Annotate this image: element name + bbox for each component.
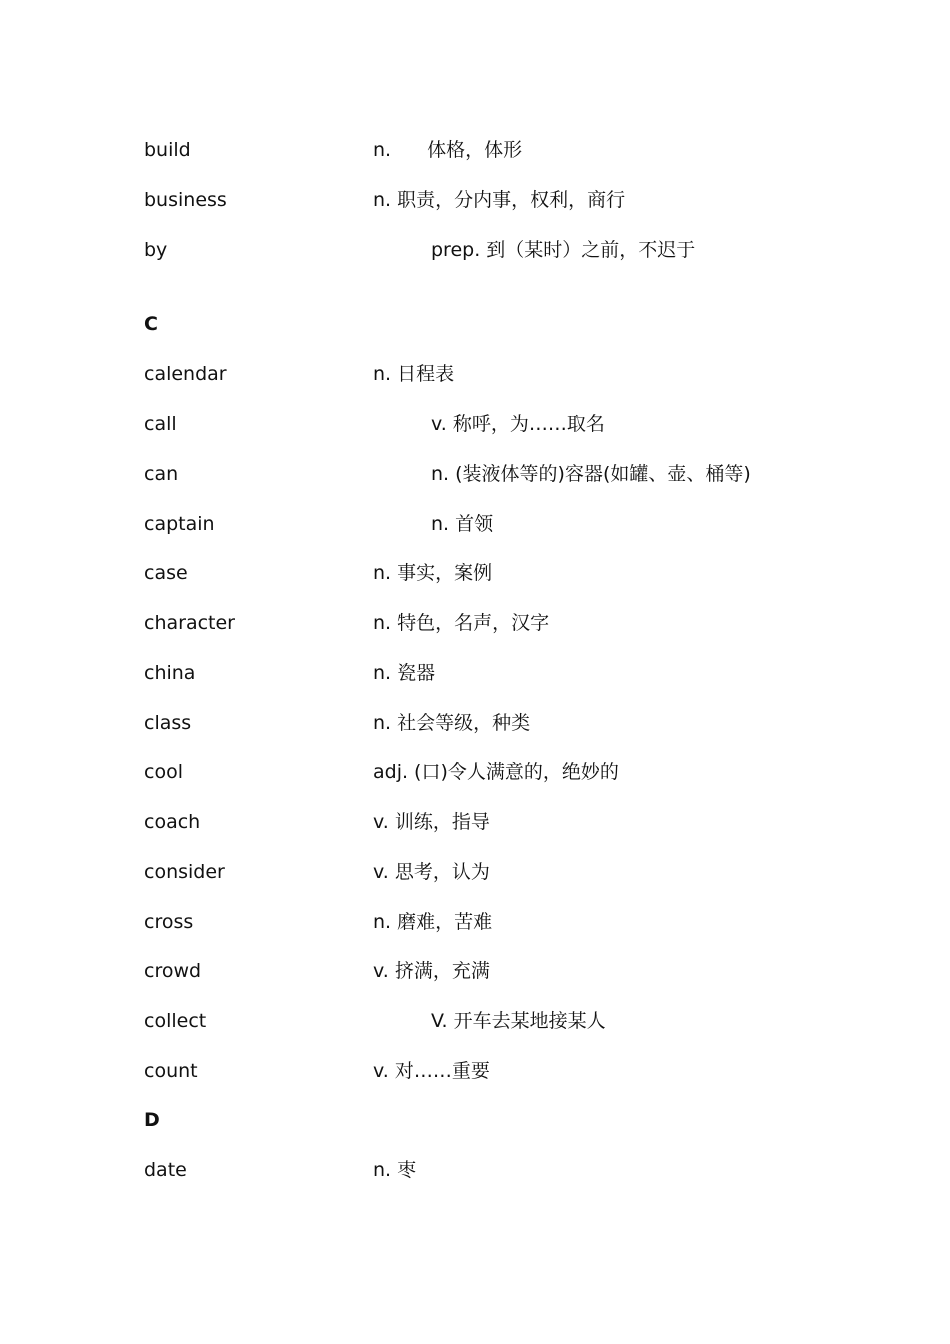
entry-word: count	[144, 1060, 198, 1082]
entry-word: case	[144, 562, 188, 584]
entry-word: cross	[144, 911, 194, 933]
entry-definition: n. 首领	[431, 513, 494, 535]
entry-word: china	[144, 662, 196, 684]
entry-definition: n. (装液体等的)容器(如罐、壶、桶等)	[431, 463, 751, 485]
entry-word: coach	[144, 811, 201, 833]
entry-definition: v. 称呼，为……取名	[431, 413, 605, 435]
entry-definition: n. 瓷器	[373, 662, 436, 684]
entry-word: can	[144, 463, 179, 485]
entry-definition: v. 对……重要	[373, 1060, 490, 1082]
entry-definition: v. 训练，指导	[373, 811, 490, 833]
entry-word: call	[144, 413, 177, 435]
entry-pos: n.	[373, 139, 392, 161]
entry-word: business	[144, 189, 227, 211]
entry-word: consider	[144, 861, 225, 883]
entry-meaning: 体格，体形	[427, 139, 523, 161]
entry-definition: v. 思考，认为	[373, 861, 490, 883]
entry-word: cool	[144, 761, 183, 783]
entry-definition: prep. 到（某时）之前，不迟于	[431, 239, 696, 261]
entry-definition: V. 开车去某地接某人	[431, 1010, 606, 1032]
entry-definition: n. 特色，名声，汉字	[373, 612, 550, 634]
entry-word: build	[144, 139, 191, 161]
entry-word: crowd	[144, 960, 202, 982]
entry-definition: v. 挤满，充满	[373, 960, 490, 982]
entry-word: calendar	[144, 363, 227, 385]
entry-word: captain	[144, 513, 215, 535]
entry-definition: n. 日程表	[373, 363, 455, 385]
entry-word: class	[144, 712, 192, 734]
entry-definition: adj. (口)令人满意的，绝妙的	[373, 761, 619, 783]
entry-definition: n. 磨难，苦难	[373, 911, 493, 933]
entry-definition: n. 枣	[373, 1159, 417, 1181]
entry-definition: n. 职责，分内事，权利，商行	[373, 189, 626, 211]
section-heading-c: C	[144, 313, 158, 335]
entry-word: by	[144, 239, 168, 261]
entry-definition: n. 社会等级，种类	[373, 712, 531, 734]
entry-word: character	[144, 612, 235, 634]
entry-definition: n. 事实，案例	[373, 562, 493, 584]
entry-definition	[373, 135, 522, 165]
section-heading-d: D	[144, 1109, 160, 1131]
entry-word: date	[144, 1159, 187, 1181]
entry-word: collect	[144, 1010, 207, 1032]
